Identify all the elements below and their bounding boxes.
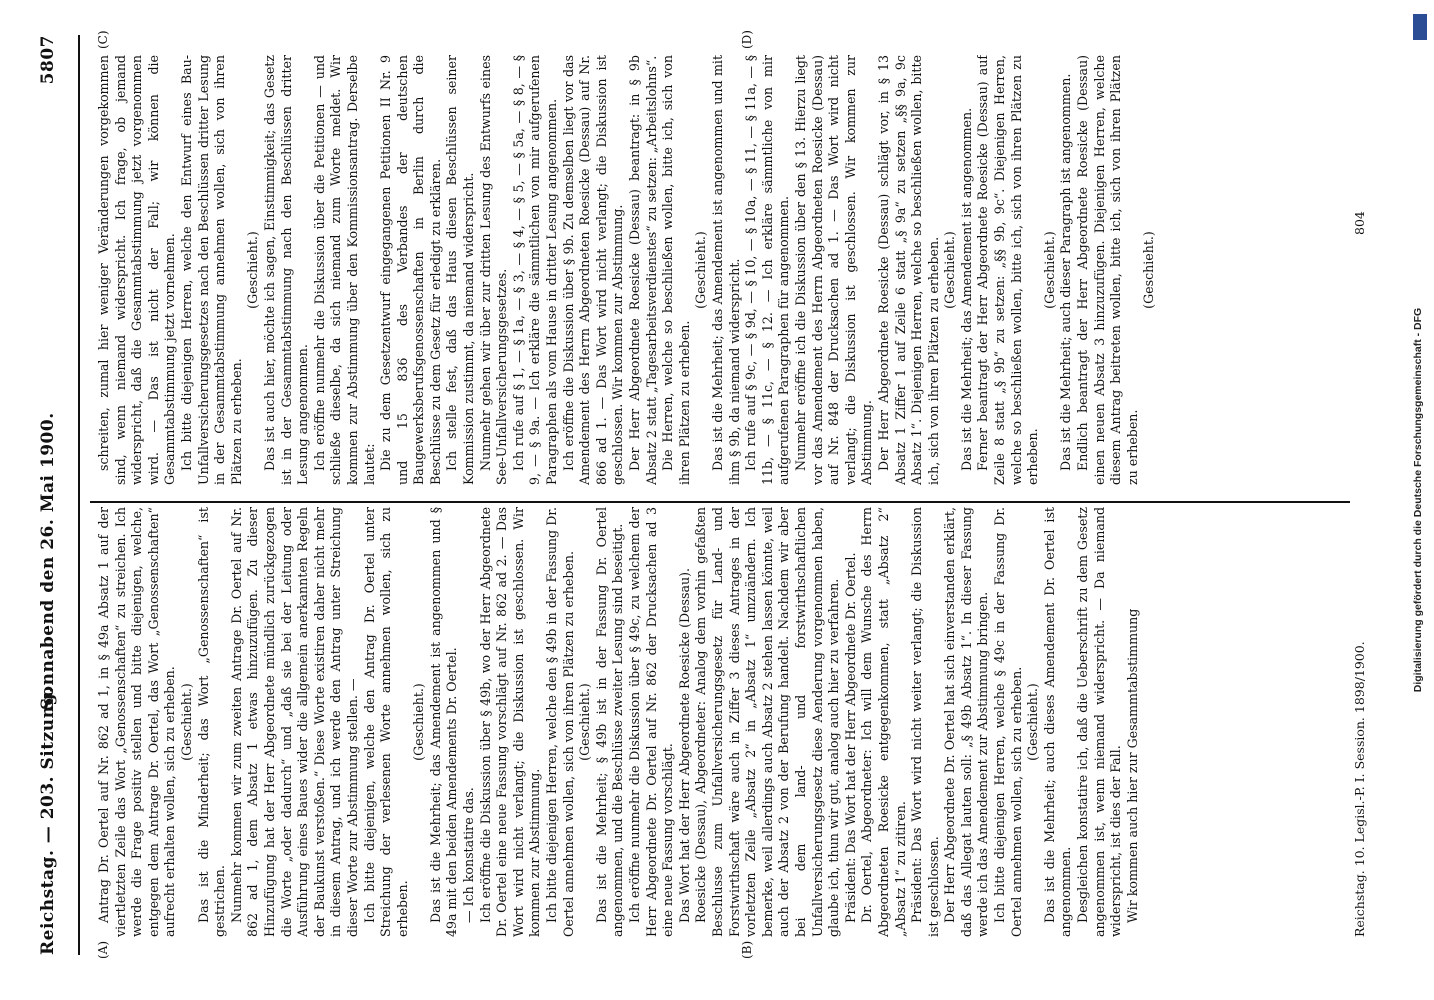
paragraph: Roesicke (Dessau), Abgeordneter: Analog dem vorhin gefaßten Beschlusse zum Unfallversicherungsgesetz für Land- und Forstwirthschaft wäre auch in Ziffer 3 dieses Antrages in der vorletzten Zeile „Absatz 2“ in „Absatz 1“ umzuändern. Ich bemerke, weil allerdings auch Absatz 2 stehen lassen könnte, weil auch der Absatz 2 von der Berufung handelt. Nachdem wir aber bei dem land- und forstwirthschaftlichen Unfallversicherungsgesetz diese Aenderung vorgenommen haben, glaube ich, thun wir gut, analog auch hier zu verfahren.: [693, 507, 842, 937]
paragraph: Ich bitte diejenigen, welche den Antrag Dr. Oertel unter Streichung der verlesenen Worte annehmen wollen, sich zu erheben.: [361, 507, 410, 937]
paragraph: Ich bitte diejenigen Herren, welche § 49c in der Fassung Dr. Oertel annehmen wollen, sich zu erheben.: [992, 507, 1024, 937]
digitization-credit: [1412, 10, 1428, 990]
paragraph: (Geschieht.): [178, 683, 194, 761]
paragraph: Präsident: Das Wort hat der Herr Abgeordnete Dr. Oertel.: [842, 552, 858, 923]
text-column-right: [96, 55, 1341, 485]
page-header: [38, 35, 68, 955]
text-column-left: [96, 507, 1341, 937]
paragraph: schreiten, zumal hier weniger Veränderungen vorgekommen sind, wenn niemand widerspricht. Ich frage, ob jemand widerspricht, daß die Gesammtabstimmung jetzt vorgenommen wird. — Das ist nicht der Fall; wir können die Gesammtabstimmung jetzt vornehmen.: [96, 55, 178, 485]
paragraph: Das ist die Minderheit; das Wort „Genossenschaften“ ist gestrichen.: [195, 507, 228, 937]
paragraph: (Geschieht.): [693, 231, 709, 309]
credit-text: [1412, 10, 1428, 990]
dfg-label: DFG: [1412, 307, 1424, 330]
paragraph: (Geschieht.): [942, 231, 958, 309]
paragraph: Die Herren, welche so beschließen wollen, bitte ich, sich von ihren Plätzen zu erheben.: [660, 55, 692, 485]
paragraph: Das ist die Mehrheit; das Amendement ist angenommen.: [958, 107, 974, 471]
paragraph: Präsident: Das Wort wird nicht weiter verlangt; die Diskussion ist geschlossen.: [909, 507, 941, 937]
paragraph: Die zu dem Gesetzentwurf eingegangenen Petitionen II Nr. 9 und 15 836 des Verbandes der deutschen Baugewerksberufsgenossenschaften in Berlin durch die Beschlüsse zu dem Gesetz für erledigt zu erklären.: [378, 55, 443, 485]
paragraph: Das ist die Mehrheit; das Amendement ist angenommen und § 49a mit den beiden Amendements Dr. Oertel.: [427, 507, 460, 937]
paragraph: (Geschieht.): [245, 231, 261, 309]
paragraph: Das ist auch hier, möchte ich sagen, Einstimmigkeit; das Gesetz ist in der Gesammtabstimmung nach den Beschlüssen dritter Lesung angenommen.: [261, 55, 311, 485]
header-left: Reichstag. — 203. Sitzung.: [38, 686, 58, 955]
paragraph: (Geschieht.): [411, 683, 427, 761]
paragraph: Das ist die Mehrheit; auch dieses Amendement Dr. Oertel ist angenommen.: [1041, 507, 1074, 937]
paragraph: Ich eröffne die Diskussion über § 49b, wo der Herr Abgeordnete Dr. Oertel eine neue Fassung vorschlägt auf Nr. 862 ad 2. — Das Wort wird nicht verlangt; die Diskussion ist geschlossen. Wir kommen zur Abstimmung.: [477, 507, 543, 937]
margin-letter-d: (D): [740, 30, 754, 49]
credit-label: Digitalisierung gefördert durch die Deutsche Forschungsgemeinschaft -: [1412, 332, 1424, 693]
footer-signature: 804: [1352, 211, 1367, 235]
paragraph: Der Herr Abgeordnete Roesicke (Dessau) schlägt vor, in § 13 Absatz 1 Ziffer 1 auf Zeile 6 statt „§ 9a“ zu setzen „§§ 9a, 9c Absatz 1“. Diejenigen Herren, welche so beschließen wollen, bitte ich, sich von ihren Plätzen zu erheben.: [875, 55, 941, 485]
margin-letter-b: (B): [740, 940, 754, 959]
paragraph: Ich rufe auf § 9c, — § 9d, — § 10, — § 10a, — § 11, — § 11a, — § 11b, — § 11c, — § 12. — Ich erkläre sämmtliche von mir aufgerufenen Paragraphen für angenommen.: [743, 55, 792, 485]
paragraph: (Geschieht.): [577, 683, 593, 761]
paragraph: Nunmehr gehen wir über zur dritten Lesung des Entwurfs eines See-Unfallversicherungsgesetzes.: [477, 55, 510, 485]
paragraph: Der Herr Abgeordnete Roesicke (Dessau) beantragt: in § 9b Absatz 2 statt „Tagesarbeitsverdienstes“ zu setzen: „Arbeitslohns“.: [627, 55, 659, 485]
paragraph: Ich rufe auf § 1, — § 1a, — § 3, — § 4, — § 5, — § 5a, — § 8, — § 9, — § 9a. — Ich erkläre die sämmtlichen von mir aufgerufenen Paragraphen als vom Hause in dritter Lesung angenommen.: [510, 55, 560, 485]
paragraph: Das ist die Mehrheit; das Amendement ist angenommen und mit ihm § 9b, da niemand widerspricht.: [709, 55, 742, 485]
paragraph: Ich bitte diejenigen Herren, welche den § 49b in der Fassung Dr. Oertel annehmen wollen, sich von ihren Plätzen zu erheben.: [544, 507, 576, 937]
paragraph: (Geschieht.): [1041, 231, 1057, 309]
page-number: 5807: [38, 35, 58, 85]
margin-letter-a: (A): [96, 940, 110, 959]
column-divider: [90, 501, 1350, 503]
paragraph: — Ich konstatire das.: [461, 787, 477, 923]
paragraph: Ich stelle fest, daß das Haus diesen Beschlüssen seiner Kommission zustimmt, da niemand widerspricht.: [444, 55, 477, 485]
paragraph: Das ist die Mehrheit; auch dieser Paragraph ist angenommen.: [1058, 73, 1074, 471]
paragraph: Wir kommen auch hier zur Gesammtabstimmung: [1124, 608, 1140, 923]
paragraph: Ferner beantragt der Herr Abgeordnete Roesicke (Dessau) auf Zeile 8 statt „§ 9b“ zu setzen: „§§ 9b, 9c“. Diejenigen Herren, welche so beschließen wollen, bitte ich, sich von ihren Plätzen zu erheben.: [975, 55, 1041, 485]
paragraph: (Geschieht.): [1025, 683, 1041, 761]
paragraph: Nunmehr eröffne ich die Diskussion über den § 13. Hierzu liegt vor das Amendement des Herrn Abgeordneten Roesicke (Dessau) auf Nr. 848 der Drucksachen ad 1. — Das Wort wird nicht verlangt; die Diskussion ist geschlossen. Wir kommen zur Abstimmung.: [792, 55, 875, 485]
paragraph: Endlich beantragt der Herr Abgeordnete Roesicke (Dessau) einen neuen Absatz 3 hinzuzufügen. Diejenigen Herren, welche diesem Antrag beitreten wollen, bitte ich, sich von ihren Plätzen zu erheben.: [1075, 55, 1140, 485]
margin-letter-c: (C): [96, 30, 110, 49]
header-date: Sonnabend den 26. Mai 1900.: [38, 412, 58, 710]
paragraph: Dr. Oertel, Abgeordneter: Ich will dem Wunsche des Herrn Abgeordneten Roesicke entgegenkommen, statt „Absatz 2“ „Absatz 1“ zu zitiren.: [859, 507, 908, 937]
paragraph: Antrag Dr. Oertel auf Nr. 862 ad 1, in § 49a Absatz 1 auf der viertletzten Zeile das Wort „Genossenschaften“ zu streichen. Ich werde die Frage positiv stellen und bitte diejenigen, welche, entgegen dem Antrage Dr. Oertel, das Wort „Genossenschaften“ aufrecht erhalten wollen, sich zu erheben.: [96, 507, 178, 937]
paragraph: (Geschieht.): [1141, 231, 1157, 309]
paragraph: Nunmehr kommen wir zum zweiten Antrage Dr. Oertel auf Nr. 862 ad 1, dem Absatz 1 etwas hinzuzufügen. Zu dieser Hinzufügung hat der Herr Abgeordnete mündlich zurückgezogen die Worte „oder dadurch“ und „daß sie bei der Leitung oder Ausführung eines Baues wider die allgemein anerkannten Regeln der Baukunst verstoßen.“ Diese Worte existiren daher nicht mehr in diesem Antrag, und ich werde den Antrag unter Streichung dieser Worte zur Abstimmung stellen. —: [228, 507, 360, 937]
paragraph: Desgleichen konstatire ich, daß die Ueberschrift zu dem Gesetz angenommen ist, wenn niemand widerspricht. — Da niemand widerspricht, ist dies der Fall.: [1075, 507, 1124, 937]
rotated-page: [0, 5, 1400, 995]
paragraph: Das Wort hat der Herr Abgeordnete Roesicke (Dessau).: [676, 567, 692, 923]
footer-session: Reichstag. 10. Legisl.-P. I. Session. 1898/1900.: [1352, 641, 1367, 937]
paragraph: Ich eröffne nunmehr die Diskussion über die Petitionen — und schließe dieselbe, da sich niemand zum Worte meldet. Wir kommen zur Abstimmung über den Kommissionsantrag. Derselbe lautet:: [311, 55, 377, 485]
paragraph: Ich eröffne nunmehr die Diskussion über § 49c, zu welchem der Herr Abgeordnete Dr. Oertel auf Nr. 862 der Drucksachen ad 3 eine neue Fassung vorschlägt.: [627, 507, 676, 937]
paragraph: Ich bitte diejenigen Herren, welche den Entwurf eines Bau-Unfallversicherungsgesetzes nach den Beschlüssen dritter Lesung in der Gesammtabstimmung annehmen wollen, sich von ihren Plätzen zu erheben.: [178, 55, 244, 485]
paragraph: Das ist die Mehrheit; § 49b ist in der Fassung Dr. Oertel angenommen, und die Beschlüsse zweiter Lesung sind beseitigt.: [593, 507, 626, 937]
paragraph: Der Herr Abgeordnete Dr. Oertel hat sich einverstanden erklärt, daß das Allegat lauten soll: „§ 49b Absatz 1“. In dieser Fassung werde ich das Amendement zur Abstimmung bringen.: [942, 507, 991, 937]
paragraph: Ich eröffne die Diskussion über § 9b. Zu demselben liegt vor das Amendement des Herrn Abgeordneten Roesicke (Dessau) auf Nr. 866 ad 1. — Das Wort wird nicht verlangt; die Diskussion ist geschlossen. Wir kommen zur Abstimmung.: [560, 55, 626, 485]
header-rule: [78, 35, 80, 955]
